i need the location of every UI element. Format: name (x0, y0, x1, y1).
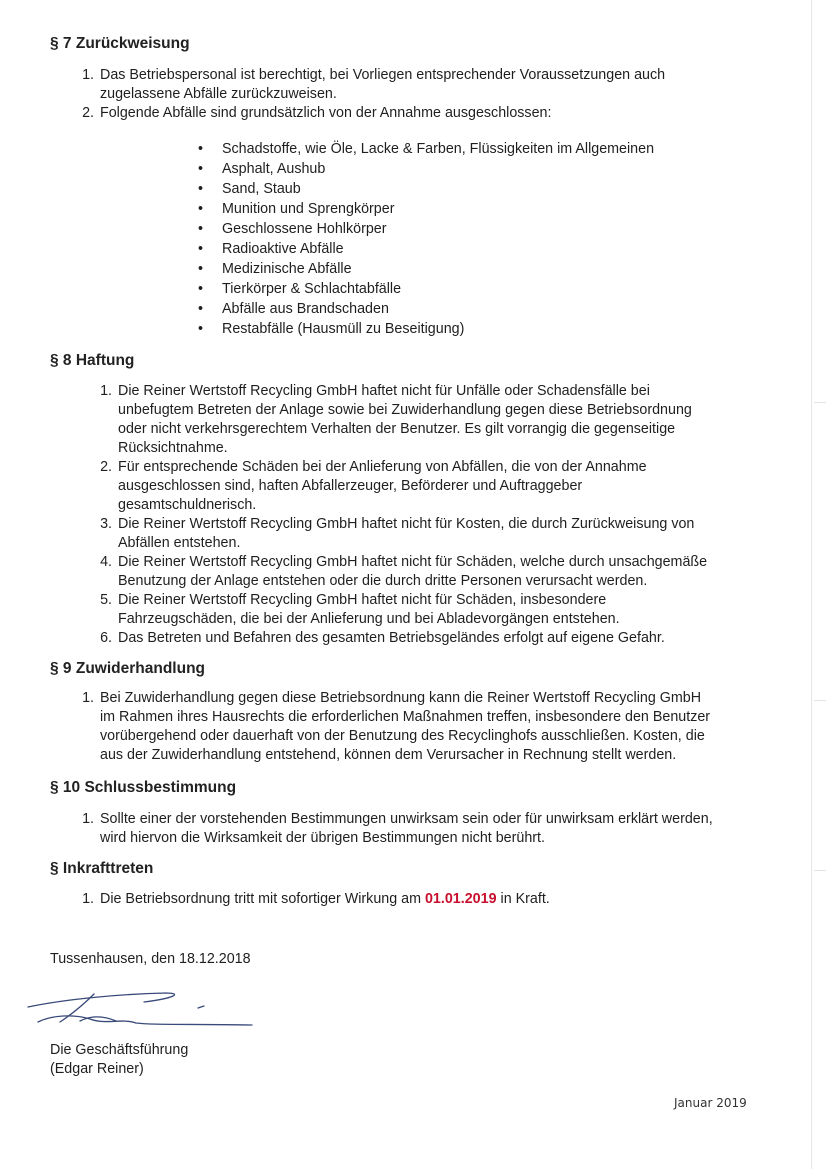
text-line: vorübergehend oder dauerhaft von der Benutzung des Recyclinghofs ausschließen. Kosten, die (100, 728, 705, 744)
edge-mark (814, 870, 826, 871)
signatory-name: (Edgar Reiner) (50, 1061, 144, 1077)
item-number: 2. (82, 105, 94, 121)
excluded-item (0, 320, 760, 340)
list-item (90, 382, 780, 458)
excluded-item (0, 180, 760, 200)
text-part: Die Betriebsordnung tritt mit sofortiger Wirkung am (100, 891, 425, 907)
item-number: 1. (82, 811, 94, 827)
item-number: 2. (100, 459, 112, 475)
text-line: oder nicht verkehrsgerechtem Verhalten der Benutzer. Es gilt vorrangig die gegenseitige (118, 421, 676, 437)
excluded-item (0, 160, 760, 180)
list-item (72, 104, 772, 123)
excluded-waste-list (0, 140, 760, 340)
section-7-list (72, 66, 772, 123)
edge-mark (814, 402, 826, 403)
bullet-icon: • (198, 321, 204, 337)
excluded-item (0, 280, 760, 300)
text-line: Sollte einer der vorstehenden Bestimmungen unwirksam sein oder für unwirksam erklärt werden, (100, 811, 713, 827)
text-line: Fahrzeugschäden, die bei der Anlieferung und bei Abladevorgängen entstehen. (118, 611, 620, 627)
excluded-item-text: Restabfälle (Hausmüll zu Beseitigung) (222, 321, 465, 337)
item-number: 4. (100, 554, 112, 570)
text-line: Abfällen entstehen. (118, 535, 241, 551)
excluded-item-text: Tierkörper & Schlachtabfälle (222, 281, 402, 297)
list-item (90, 553, 780, 591)
excluded-item (0, 260, 760, 280)
bullet-icon: • (198, 141, 204, 157)
item-text (100, 890, 792, 909)
bullet-icon: • (198, 301, 204, 317)
section-8-list (90, 382, 780, 648)
section-9-list (72, 689, 792, 765)
item-text (100, 689, 792, 765)
item-text (118, 382, 780, 458)
excluded-item-text: Schadstoffe, wie Öle, Lacke & Farben, Flüssigkeiten im Allgemeinen (222, 141, 655, 157)
section-8-heading: § 8 Haftung (50, 352, 135, 369)
bullet-icon: • (198, 261, 204, 277)
excluded-item (0, 300, 760, 320)
text-part: in Kraft. (496, 891, 550, 907)
text-line: ausgeschlossen sind, haften Abfallerzeuger, Beförderer und Auftraggeber (118, 478, 583, 494)
footer-date: Januar 2019 (674, 1096, 747, 1110)
text-line: Rücksichtnahme. (118, 440, 228, 456)
edge-mark (814, 700, 826, 701)
effective-date: 01.01.2019 (424, 891, 497, 907)
item-number: 1. (82, 67, 94, 83)
text-line: Bei Zuwiderhandlung gegen diese Betriebsordnung kann die Reiner Wertstoff Recycling GmbH (100, 690, 702, 706)
bullet-icon: • (198, 221, 204, 237)
section-10-list (72, 810, 792, 848)
text-line: Das Betreten und Befahren des gesamten Betriebsgeländes erfolgt auf eigene Gefahr. (118, 630, 665, 646)
excluded-item-text: Abfälle aus Brandschaden (222, 301, 389, 317)
item-text (118, 458, 780, 515)
list-item (90, 591, 780, 629)
item-text (118, 629, 780, 648)
section-inkrafttreten-item (72, 890, 792, 909)
bullet-icon: • (198, 241, 204, 257)
list-item (90, 515, 780, 553)
bullet-icon: • (198, 181, 204, 197)
item-text (118, 591, 780, 629)
excluded-item (0, 140, 760, 160)
list-item (72, 689, 792, 765)
item-text (118, 515, 780, 553)
item-text (100, 66, 772, 104)
excluded-item-text: Geschlossene Hohlkörper (222, 221, 387, 237)
text-line: Benutzung der Anlage entstehen oder die durch dritte Personen verursacht werden. (118, 573, 648, 589)
signatory-title: Die Geschäftsführung (50, 1042, 189, 1058)
text-line: unbefugtem Betreten der Anlage sowie bei Zuwiderhandlung gegen diese Betriebsordnung (118, 402, 692, 418)
excluded-item (0, 240, 760, 260)
text-line: Die Reiner Wertstoff Recycling GmbH haftet nicht für Kosten, die durch Zurückweisung von (118, 516, 695, 532)
text-line: im Rahmen ihres Hausrechts die erforderlichen Maßnahmen treffen, insbesondere den Benutzer (100, 709, 711, 725)
signature-image (26, 985, 266, 1037)
section-inkrafttreten-heading: § Inkrafttreten (50, 860, 154, 877)
text-line: gesamtschuldnerisch. (118, 497, 257, 513)
section-7-heading: § 7 Zurückweisung (50, 35, 190, 52)
list-item (90, 629, 780, 648)
text-line: Das Betriebspersonal ist berechtigt, bei Vorliegen entsprechender Voraussetzungen auch (100, 67, 666, 83)
excluded-item-text: Sand, Staub (222, 181, 301, 197)
excluded-item-text: Asphalt, Aushub (222, 161, 326, 177)
item-number: 1. (100, 383, 112, 399)
text-line: wird hiervon die Wirksamkeit der übrigen Bestimmungen nicht berührt. (100, 830, 545, 846)
item-number: 3. (100, 516, 112, 532)
text-line: Die Reiner Wertstoff Recycling GmbH haftet nicht für Schäden, insbesondere (118, 592, 607, 608)
place-date: Tussenhausen, den 18.12.2018 (50, 951, 251, 967)
excluded-item-text: Medizinische Abfälle (222, 261, 352, 277)
bullet-icon: • (198, 161, 204, 177)
item-text (118, 553, 780, 591)
bullet-icon: • (198, 281, 204, 297)
item-number: 1. (82, 891, 94, 907)
page-edge-line (811, 0, 812, 1169)
excluded-item-text: Munition und Sprengkörper (222, 201, 395, 217)
list-item (72, 66, 772, 104)
text-line: Die Reiner Wertstoff Recycling GmbH haftet nicht für Schäden, welche durch unsachgemäße (118, 554, 708, 570)
excluded-item-text: Radioaktive Abfälle (222, 241, 344, 257)
item-number: 5. (100, 592, 112, 608)
text-line: Folgende Abfälle sind grundsätzlich von der Annahme ausgeschlossen: (100, 105, 552, 121)
section-9-heading: § 9 Zuwiderhandlung (50, 660, 206, 677)
excluded-item (0, 220, 760, 240)
text-line: aus der Zuwiderhandlung entstehend, können dem Verursacher in Rechnung stellt werden. (100, 747, 677, 763)
item-text (100, 810, 792, 848)
list-item (90, 458, 780, 515)
text-line: zugelassene Abfälle zurückzuweisen. (100, 86, 337, 102)
item-number: 1. (82, 690, 94, 706)
item-text (100, 104, 772, 123)
section-10-heading: § 10 Schlussbestimmung (50, 779, 237, 796)
item-number: 6. (100, 630, 112, 646)
text-line: Die Reiner Wertstoff Recycling GmbH haftet nicht für Unfälle oder Schadensfälle bei (118, 383, 650, 399)
excluded-item (0, 200, 760, 220)
text-line: Für entsprechende Schäden bei der Anlieferung von Abfällen, die von der Annahme (118, 459, 647, 475)
bullet-icon: • (198, 201, 204, 217)
list-item (72, 810, 792, 848)
